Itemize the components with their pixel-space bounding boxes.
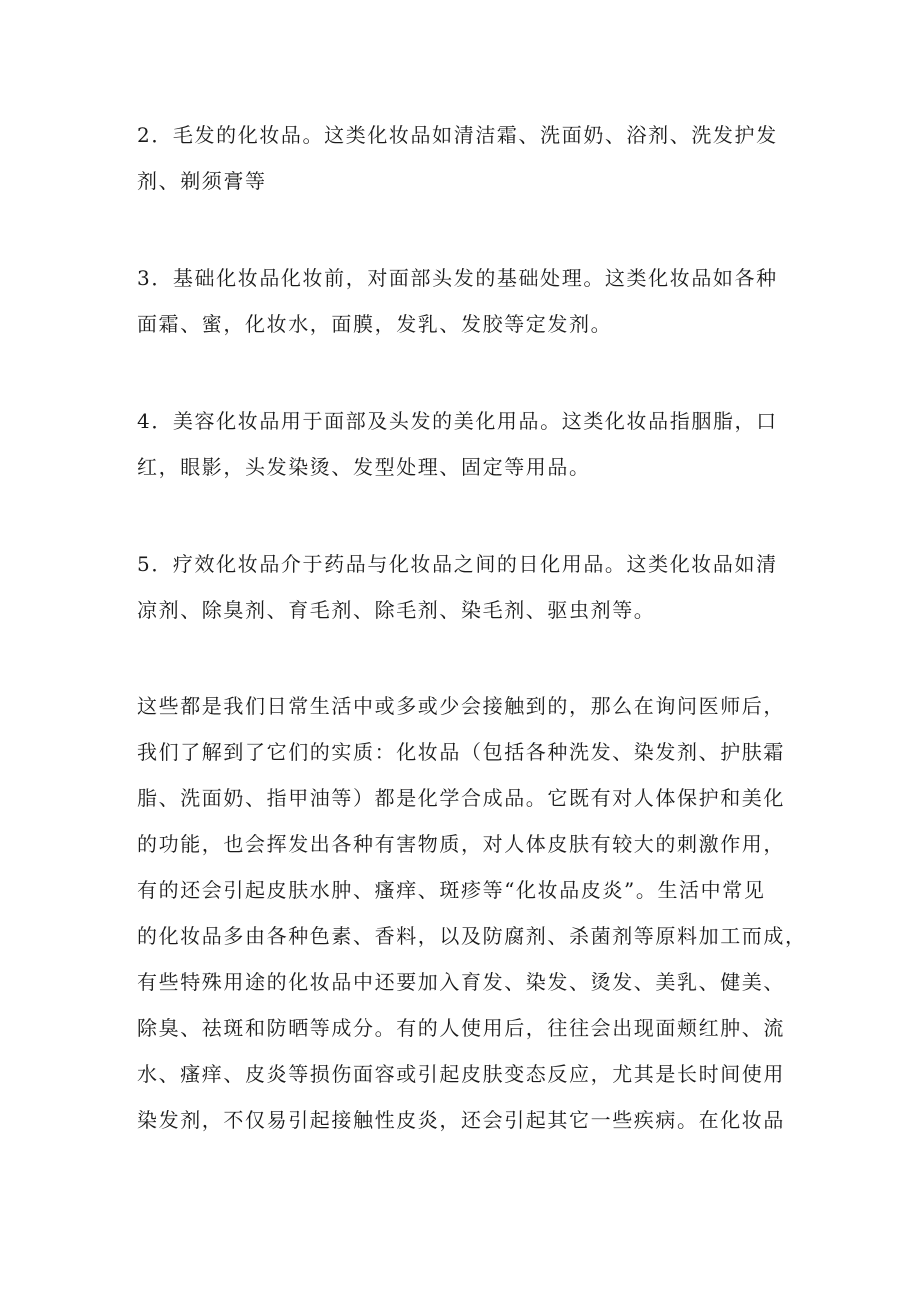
paragraph-line: 5．疗效化妆品介于药品与化妆品之间的日化用品。这类化妆品如清 <box>137 552 778 576</box>
paragraph-line: 凉剂、除臭剂、育毛剂、除毛剂、染毛剂、驱虫剂等。 <box>137 598 656 622</box>
paragraph-beauty-cosmetics <box>137 398 797 490</box>
paragraph-line: 有些特殊用途的化妆品中还要加入育发、染发、烫发、美乳、健美、 <box>137 970 785 994</box>
paragraph-line: 染发剂，不仅易引起接触性皮炎，还会引起其它一些疾病。在化妆品 <box>137 1108 785 1132</box>
paragraph-line: 红，眼影，头发染烫、发型处理、固定等用品。 <box>137 455 591 479</box>
paragraph-line: 除臭、祛斑和防晒等成分。有的人使用后，往往会出现面颊红肿、流 <box>137 1016 785 1040</box>
paragraph-line: 我们了解到了它们的实质：化妆品（包括各种洗发、染发剂、护肤霜 <box>137 740 785 764</box>
paragraph-line: 水、瘙痒、皮炎等损伤面容或引起皮肤变态反应，尤其是长时间使用 <box>137 1062 785 1086</box>
paragraph-line: 的化妆品多由各种色素、香料，以及防腐剂、杀菌剂等原料加工而成， <box>137 924 807 948</box>
paragraph-line: 面霜、蜜，化妆水，面膜，发乳、发胶等定发剂。 <box>137 312 613 336</box>
paragraph-line: 有的还会引起皮肤水肿、瘙痒、斑疹等“化妆品皮炎”。生活中常见 <box>137 878 766 902</box>
paragraph-line: 这些都是我们日常生活中或多或少会接触到的，那么在询问医师后， <box>137 694 785 718</box>
paragraph-cosmetics-nature <box>137 683 807 1143</box>
paragraph-hair-cosmetics <box>137 112 797 204</box>
paragraph-basic-cosmetics <box>137 255 797 347</box>
paragraph-line: 4．美容化妆品用于面部及头发的美化用品。这类化妆品指胭脂，口 <box>137 409 778 433</box>
paragraph-line: 的功能，也会挥发出各种有害物质，对人体皮肤有较大的刺激作用， <box>137 832 785 856</box>
paragraph-line: 2．毛发的化妆品。这类化妆品如清洁霜、洗面奶、浴剂、洗发护发 <box>137 123 778 147</box>
paragraph-line: 3．基础化妆品化妆前，对面部头发的基础处理。这类化妆品如各种 <box>137 266 778 290</box>
paragraph-therapeutic-cosmetics <box>137 541 797 633</box>
paragraph-line: 剂、剃须膏等 <box>137 169 267 193</box>
paragraph-line: 脂、洗面奶、指甲油等）都是化学合成品。它既有对人体保护和美化 <box>137 786 785 810</box>
